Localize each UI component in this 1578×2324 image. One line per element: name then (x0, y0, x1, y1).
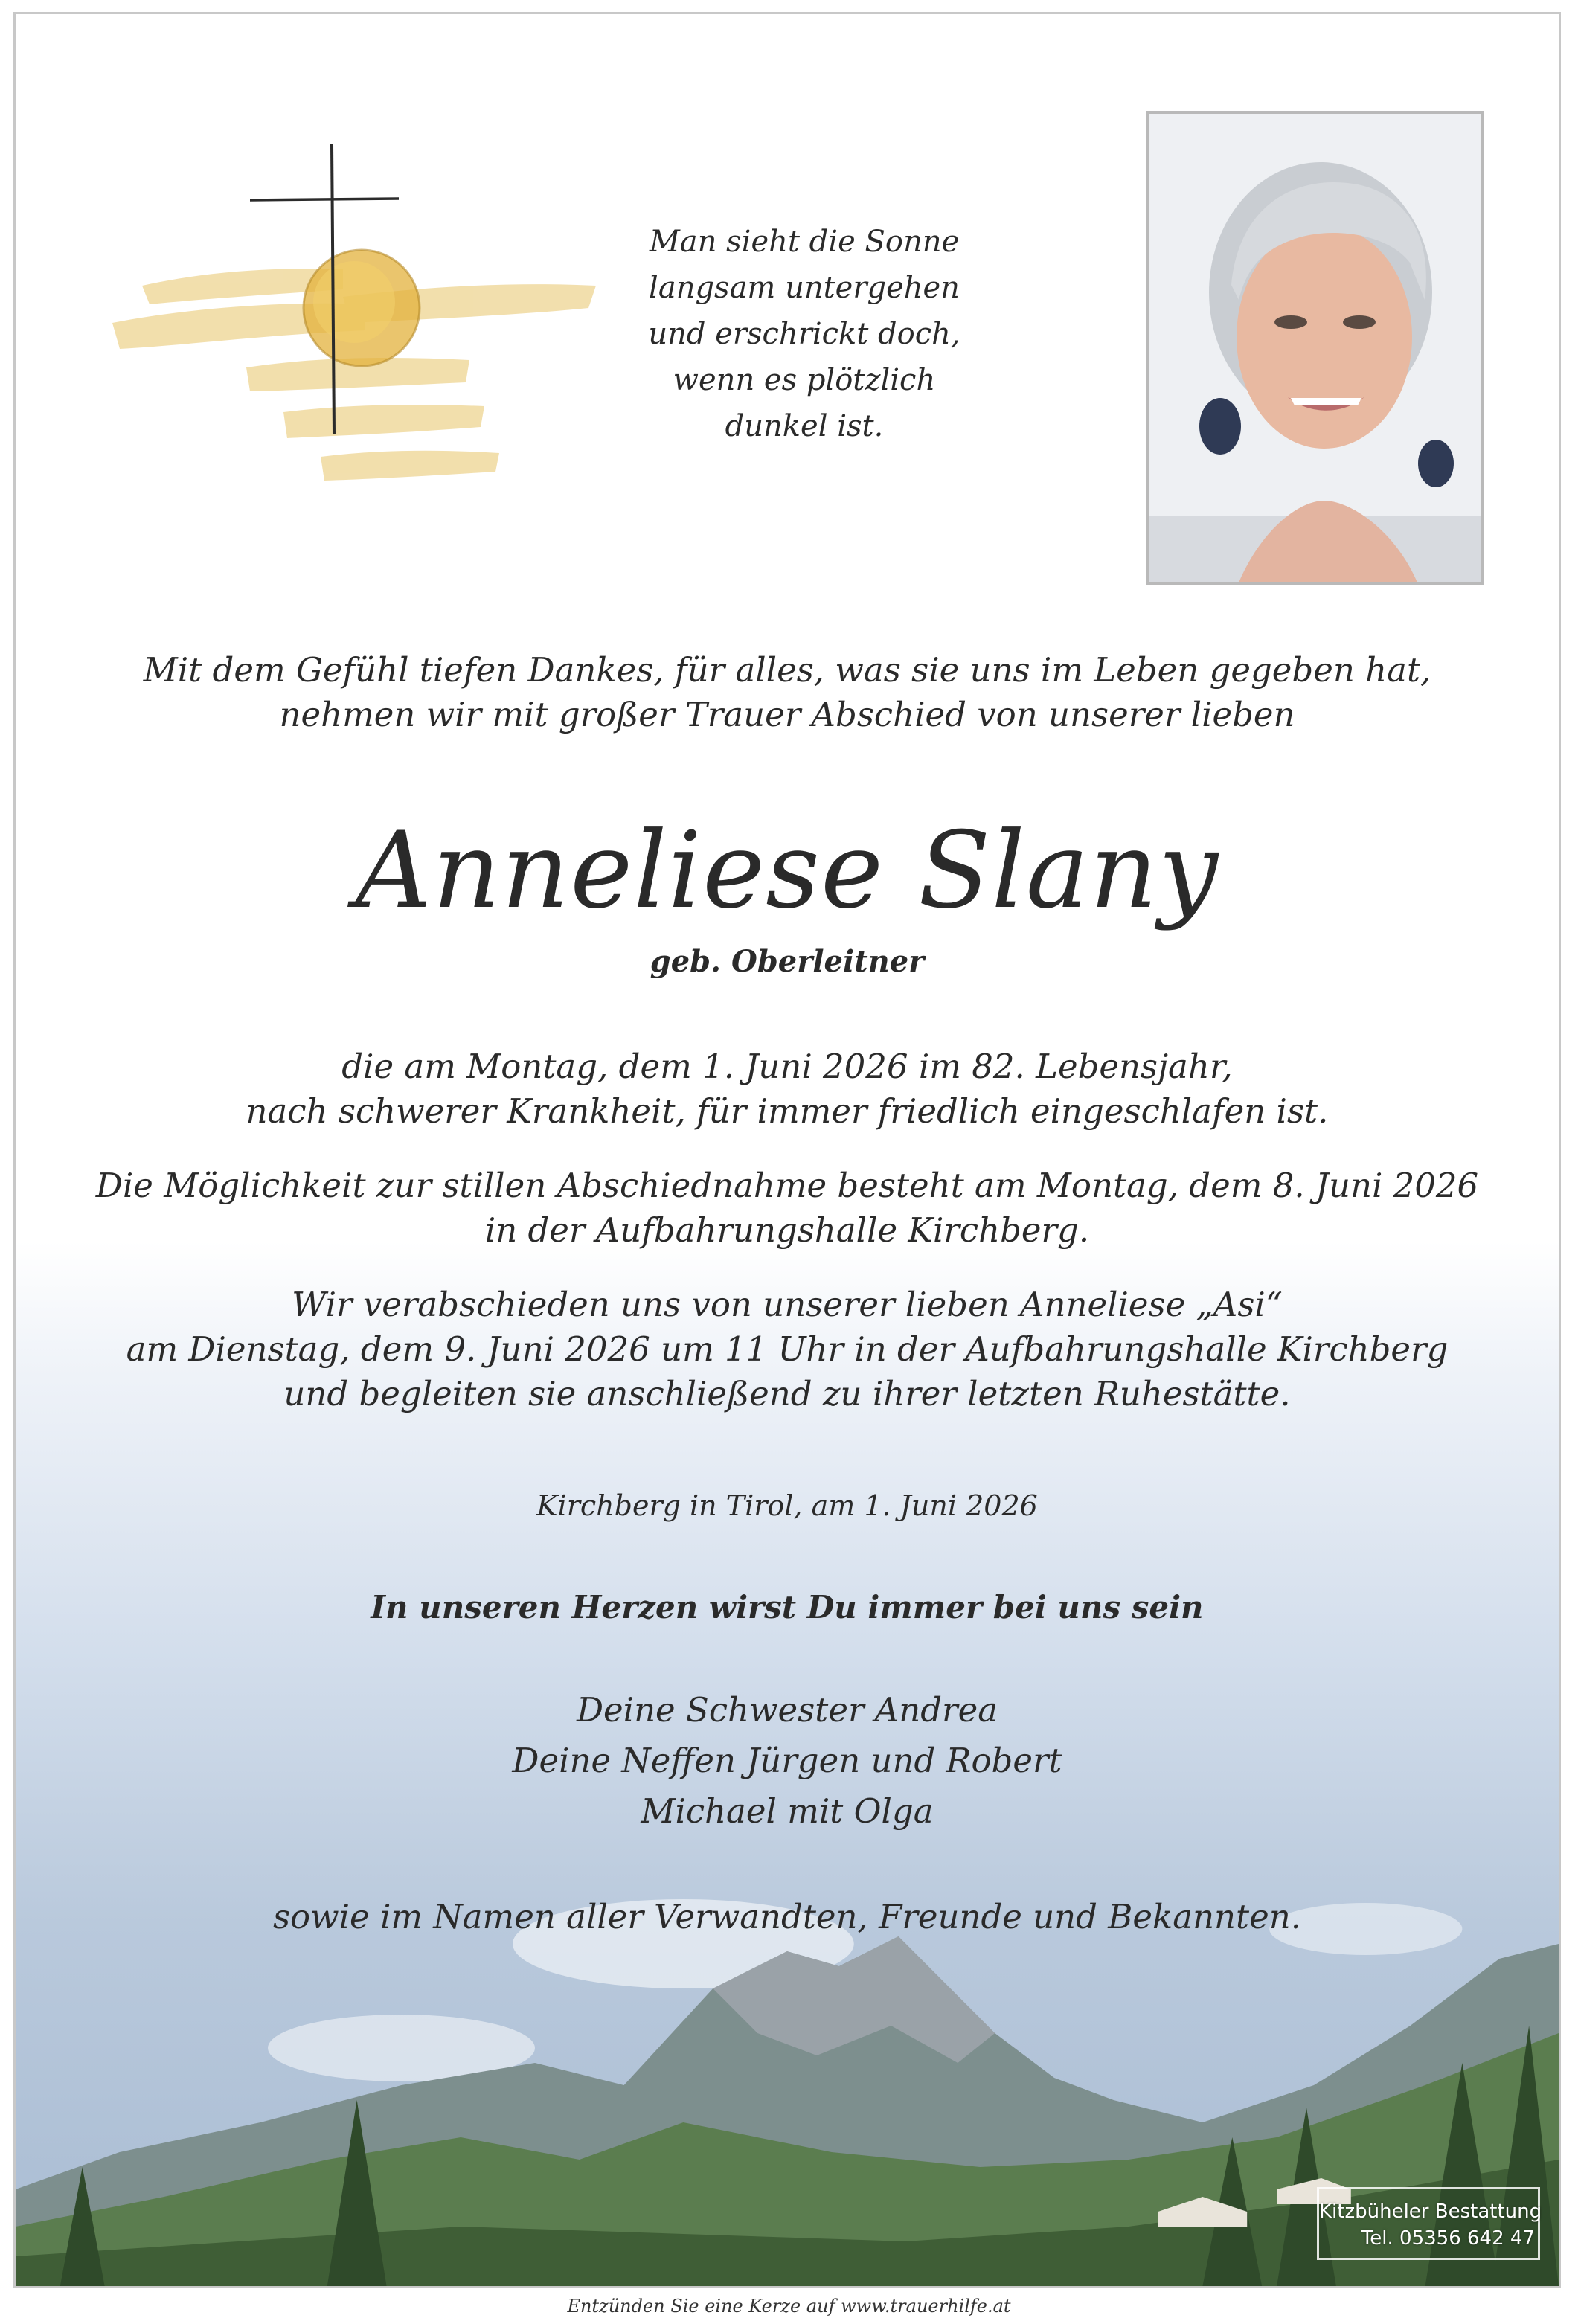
intro-line: nehmen wir mit großer Trauer Abschied von unserer lieben (279, 695, 1295, 734)
portrait-photo (1146, 111, 1484, 585)
farewell-line: am Dienstag, dem 9. Juni 2026 um 11 Uhr in der Aufbahrungshalle Kirchberg (126, 1329, 1449, 1369)
viewing-line: in der Aufbahrungshalle Kirchberg. (484, 1210, 1090, 1250)
mourner-line: Michael mit Olga (641, 1791, 934, 1831)
undertaker-name: Kitzbüheler Bestattung (1319, 2201, 1542, 2223)
birth-name-block (16, 941, 1559, 983)
death-notice (16, 1044, 1559, 1134)
obituary-frame (13, 12, 1561, 2288)
place-date-block (16, 1486, 1559, 1526)
footer-candle-link[interactable]: Entzünden Sie eine Kerze auf www.trauerhilfe.at (567, 2296, 1011, 2317)
farewell-info (16, 1283, 1559, 1416)
cross-sun-illustration (97, 100, 633, 546)
intro-line: Mit dem Gefühl tiefen Dankes, für alles, was sie uns im Leben gegeben hat, (143, 650, 1431, 690)
closing-line: sowie im Namen aller Verwandten, Freunde und Bekannten. (272, 1897, 1302, 1936)
motto: In unseren Herzen wirst Du immer bei uns sein (371, 1589, 1204, 1625)
closing-block (16, 1895, 1559, 1939)
motto-block (16, 1586, 1559, 1629)
viewing-line: Die Möglichkeit zur stillen Abschiednahme besteht am Montag, dem 8. Juni 2026 (95, 1166, 1479, 1205)
mourner-line: Deine Neffen Jürgen und Robert (512, 1741, 1062, 1780)
verse-line: dunkel ist. (725, 409, 884, 443)
death-notice-line: die am Montag, dem 1. Juni 2026 im 82. Lebensjahr, (341, 1047, 1233, 1086)
undertaker-logo (1317, 2187, 1544, 2267)
deceased-name-block (16, 809, 1559, 932)
undertaker-phone: Tel. 05356 642 47 (1361, 2227, 1535, 2250)
intro-text (16, 648, 1559, 737)
farewell-line: und begleiten sie anschließend zu ihrer letzten Ruhestätte. (283, 1374, 1291, 1413)
verse-line: langsam untergehen (649, 271, 960, 305)
mourners-list (16, 1685, 1559, 1837)
farewell-line: Wir verabschieden uns von unserer lieben Anneliese „Asi“ (292, 1285, 1283, 1324)
death-notice-line: nach schwerer Krankheit, für immer friedlich eingeschlafen ist. (246, 1091, 1329, 1131)
poem-verse (581, 219, 1027, 449)
place-date: Kirchberg in Tirol, am 1. Juni 2026 (536, 1489, 1038, 1522)
viewing-info (16, 1163, 1559, 1253)
verse-line: und erschrickt doch, (648, 317, 960, 351)
verse-line: wenn es plötzlich (673, 363, 936, 397)
mourner-line: Deine Schwester Andrea (576, 1690, 998, 1730)
verse-line: Man sieht die Sonne (649, 225, 960, 259)
birth-name: geb. Oberleitner (650, 944, 925, 979)
deceased-name: Anneliese Slany (355, 809, 1219, 932)
